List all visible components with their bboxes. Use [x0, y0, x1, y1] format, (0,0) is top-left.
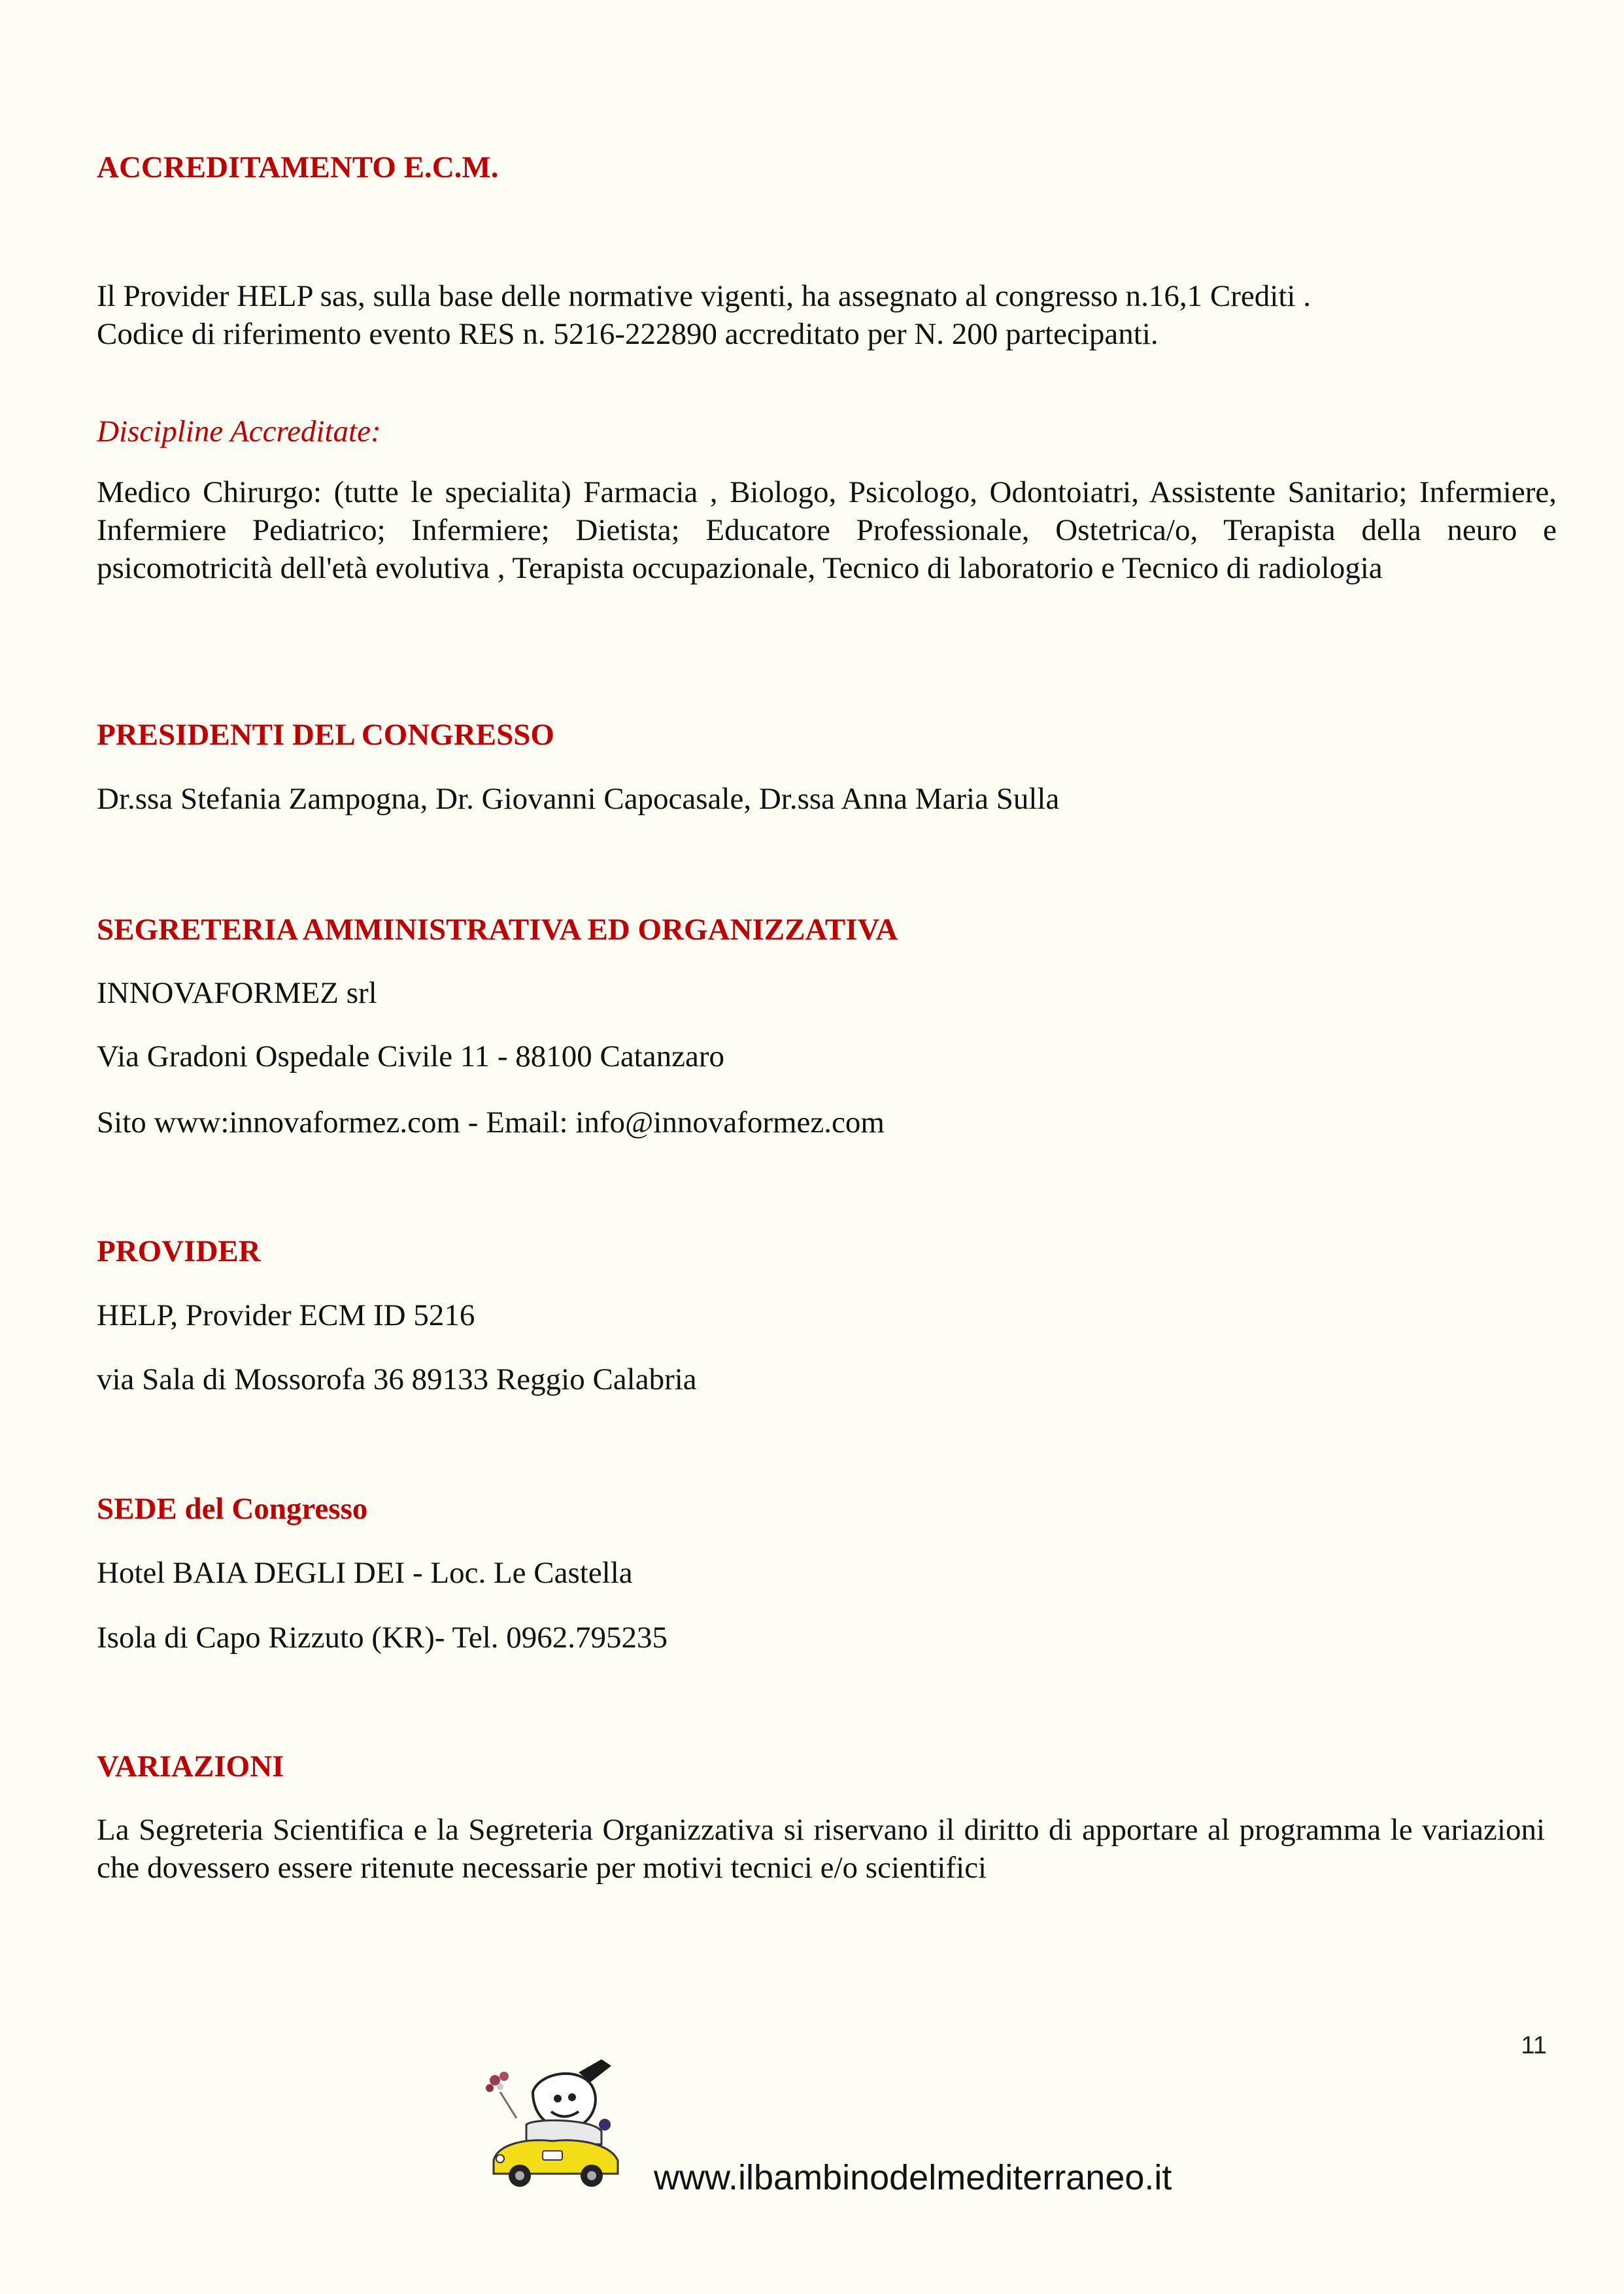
cartoon-car-logo-icon: [481, 2046, 631, 2197]
discipline-heading: Discipline Accreditate:: [97, 414, 381, 448]
segreteria-line-1: INNOVAFORMEZ srl: [97, 976, 377, 1010]
provider-line-2: via Sala di Mossorofa 36 89133 Reggio Calabria: [97, 1362, 697, 1396]
segreteria-heading: SEGRETERIA AMMINISTRATIVA ED ORGANIZZATIVA: [97, 913, 898, 947]
segreteria-line-2: Via Gradoni Ospedale Civile 11 - 88100 Catanzaro: [97, 1039, 724, 1073]
yellow-car-icon: [494, 2140, 618, 2187]
discipline-text: Medico Chirurgo: (tutte le specialita) Farmacia , Biologo, Psicologo, Odontoiatri, Assistente Sanitario; Infermiere, Infermiere Pediatrico; Infermiere; Dietista; Educatore Professionale, Ostetrica/o, Terapista della neuro e psicomotricità dell'età evolutiva , Terapista occupazionale, Tecnico di laboratorio e Tecnico di radiologia: [97, 475, 1557, 585]
page-number: 11: [1521, 2032, 1547, 2059]
cartoon-figure-icon: [526, 2059, 611, 2144]
accreditamento-heading: ACCREDITAMENTO E.C.M.: [97, 150, 499, 184]
accreditamento-line-2: Codice di riferimento evento RES n. 5216-222890 accreditato per N. 200 partecipanti.: [97, 317, 1159, 351]
sede-line-1: Hotel BAIA DEGLI DEI - Loc. Le Castella: [97, 1556, 633, 1590]
presidenti-heading: PRESIDENTI DEL CONGRESSO: [97, 718, 554, 752]
segreteria-line-3: Sito www:innovaformez.com - Email: info@innovaformez.com: [97, 1105, 885, 1139]
accreditamento-line-1: Il Provider HELP sas, sulla base delle normative vigenti, ha assegnato al congresso n.16,1 Crediti .: [97, 279, 1311, 313]
presidenti-text: Dr.ssa Stefania Zampogna, Dr. Giovanni Capocasale, Dr.ssa Anna Maria Sulla: [97, 782, 1060, 816]
flower-icon: [486, 2072, 516, 2118]
sede-heading: SEDE del Congresso: [97, 1492, 368, 1526]
sede-line-2: Isola di Capo Rizzuto (KR)- Tel. 0962.795235: [97, 1621, 668, 1655]
provider-line-1: HELP, Provider ECM ID 5216: [97, 1298, 475, 1332]
variazioni-text: La Segreteria Scientifica e la Segreteria Organizzativa si riservano il diritto di apportare al programma le variazioni che dovessero essere ritenute necessarie per motivi tecnici e/o scientifici: [97, 1813, 1545, 1885]
provider-heading: PROVIDER: [97, 1234, 261, 1268]
variazioni-heading: VARIAZIONI: [97, 1749, 284, 1783]
footer-website-url: www.ilbambinodelmediterraneo.it: [654, 2158, 1172, 2197]
